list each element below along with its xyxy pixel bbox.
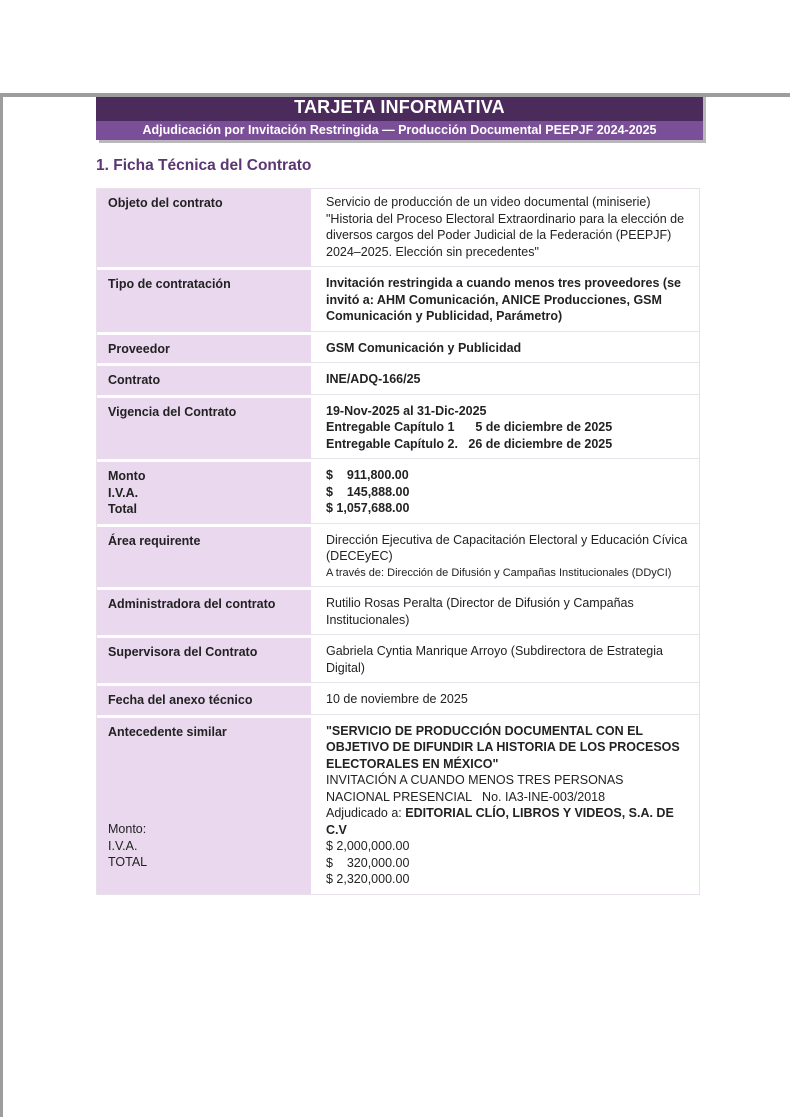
- row-label: Tipo de contratación: [97, 270, 311, 332]
- row-label: Administradora del contrato: [97, 590, 311, 635]
- row-value: [311, 527, 699, 588]
- monto-sub-label: Monto:: [108, 822, 147, 836]
- total-value: $ 1,057,688.00: [326, 501, 410, 515]
- iva-label: I.V.A.: [108, 485, 139, 500]
- document-page: [96, 93, 703, 895]
- table-row-administradora: [97, 590, 699, 635]
- table-row-monto: [97, 462, 699, 524]
- row-label: Supervisora del Contrato: [97, 638, 311, 683]
- table-row-supervisora: [97, 638, 699, 683]
- row-value: INE/ADQ-166/25: [311, 366, 699, 395]
- table-row-fecha-anexo: [97, 686, 699, 715]
- antecedente-title: "SERVICIO DE PRODUCCIÓN DOCUMENTAL CON EL OBJETIVO DE DIFUNDIR LA HISTORIA DE LOS PROCESOS ELECTORALES EN MÉXICO": [326, 723, 680, 771]
- area-note: A través de: Dirección de Difusión y Campañas Institucionales (DDyCI): [326, 566, 672, 579]
- total-label: Total: [108, 502, 137, 516]
- iva-sub-label: I.V.A.: [108, 838, 138, 853]
- awarded-to: EDITORIAL CLÍO, LIBROS Y VIDEOS, S.A. DE C.V: [326, 806, 674, 837]
- document-subtitle: Adjudicación por Invitación Restringida — Producción Documental PEEPJF 2024-2025: [96, 121, 703, 140]
- monto-value: $ 911,800.00: [326, 468, 409, 482]
- antecedente-procedure: NACIONAL PRESENCIAL No. IA3-INE-003/2018: [326, 789, 606, 804]
- row-value: GSM Comunicación y Publicidad: [311, 335, 699, 364]
- table-row-contrato: [97, 366, 699, 395]
- section-heading: 1. Ficha Técnica del Contrato: [96, 157, 312, 174]
- contract-table: [96, 188, 700, 895]
- document-header: [96, 93, 703, 140]
- table-row-antecedente: [97, 718, 699, 894]
- iva-value: $ 145,888.00: [326, 484, 410, 499]
- row-label: Objeto del contrato: [97, 189, 311, 267]
- row-value: [311, 398, 699, 460]
- row-value: Gabriela Cyntia Manrique Arroyo (Subdirectora de Estrategia Digital): [311, 638, 699, 683]
- table-row-area-requirente: [97, 527, 699, 588]
- vigencia-line: Entregable Capítulo 2. 26 de diciembre de 2025: [326, 436, 613, 451]
- row-label: Fecha del anexo técnico: [97, 686, 311, 715]
- monto-label: Monto: [108, 469, 146, 483]
- table-row-vigencia: [97, 398, 699, 460]
- row-label: Vigencia del Contrato: [97, 398, 311, 460]
- awarded-prefix: Adjudicado a:: [326, 806, 406, 820]
- antecedente-sub-labels: [108, 821, 307, 871]
- antecedente-monto: $ 2,000,000.00: [326, 839, 410, 853]
- row-value: Rutilio Rosas Peralta (Director de Difusión y Campañas Institucionales): [311, 590, 699, 635]
- table-row-proveedor: [97, 335, 699, 364]
- area-value: Dirección Ejecutiva de Capacitación Electoral y Educación Cívica (DECEyEC): [326, 532, 688, 563]
- antecedente-label: Antecedente similar: [108, 724, 227, 739]
- row-label: Proveedor: [97, 335, 311, 364]
- row-value: 10 de noviembre de 2025: [311, 686, 699, 715]
- table-row-tipo-contratacion: [97, 270, 699, 332]
- row-label: [97, 718, 311, 894]
- scan-edge-top: [0, 93, 790, 97]
- row-label: [97, 462, 311, 524]
- document-title: TARJETA INFORMATIVA: [96, 93, 703, 121]
- antecedente-total: $ 2,320,000.00: [326, 872, 410, 886]
- antecedente-iva: $ 320,000.00: [326, 855, 410, 870]
- vigencia-line: 19-Nov-2025 al 31-Dic-2025: [326, 403, 487, 418]
- table-row-objeto: [97, 189, 699, 267]
- vigencia-line: Entregable Capítulo 1 5 de diciembre de 2025: [326, 420, 613, 434]
- scan-edge-left: [0, 93, 3, 1117]
- row-value: [311, 718, 699, 894]
- antecedente-awarded: [326, 805, 689, 838]
- row-value: Servicio de producción de un video documental (miniserie) "Historia del Proceso Electoral Extraordinario para la elección de diversos cargos del Poder Judicial de la Federación (PEEPJF) 2024–2025. Elección sin precedentes": [311, 189, 699, 267]
- row-label: Contrato: [97, 366, 311, 395]
- row-value: [311, 462, 699, 524]
- row-label: Área requirente: [97, 527, 311, 588]
- antecedente-procedure: INVITACIÓN A CUANDO MENOS TRES PERSONAS: [326, 773, 624, 787]
- row-value: Invitación restringida a cuando menos tres proveedores (se invitó a: AHM Comunicación, ANICE Producciones, GSM Comunicación y Publicidad, Parámetro): [311, 270, 699, 332]
- total-sub-label: TOTAL: [108, 855, 148, 869]
